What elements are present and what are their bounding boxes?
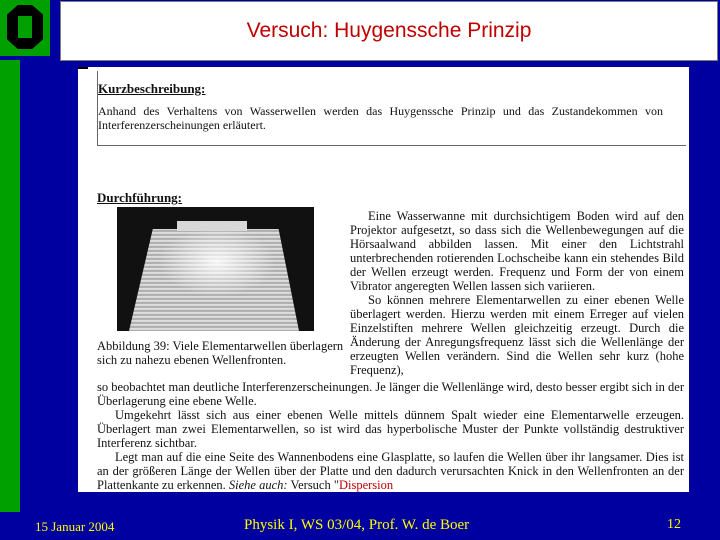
procedure-column [350,209,684,377]
summary-heading: Kurzbeschreibung: [98,81,206,96]
procedure-heading: Durchführung: [97,190,183,205]
glass-plate-text: Legt man auf die eine Seite des Wannenbodens eine Glasplatte, so laufen die Wellen über ihr langsamer. Dies ist an der größeren Länge der Wellen über der Platte und den dadurch verursachten Knick in den Wellenfronten an der Plattenkante zu erkennen. [97,450,684,492]
page-number: 12 [667,517,681,532]
procedure-paragraph: Umgekehrt lässt sich aus einer ebenen Welle mittels dünnem Spalt wieder eine Elementarwelle erzeugen. Überlagert man zwei Elementarwellen, so ist wird das hyperbolische Muster der Punkte vollständig destruktiver Interferenz sichtbar. [97,408,684,450]
procedure-paragraph [97,450,684,492]
figure-caption: Abbildung 39: Viele Elementarwellen überlagern sich zu nahezu ebenen Wellenfronten. [97,339,344,367]
title-box [60,1,718,61]
see-also-versuch: Versuch " [290,478,339,492]
slide-title: Versuch: Huygenssche Prinzip [246,19,532,42]
scanned-document [78,67,689,492]
footer-date: 15 Januar 2004 [35,519,115,534]
footer-course: Physik I, WS 03/04, Prof. W. de Boer [244,517,470,533]
procedure-paragraph: So können mehrere Elementarwellen zu einer ebenen Welle überlagert werden. Hierzu werden mit einem Erreger auf vielen Einzelstiften mehrere Wellen gleichzeitig erzeugt. Durch die Änderung der Anregungsfrequenz lässt sich die Wellenlänge der erzeugten Wellen verändern. Sind die Wellen sehr kurz (hohe Frequenz), [350,293,684,377]
university-logo [0,0,50,56]
procedure-continuation [97,380,684,492]
wave-tank-photo [117,207,314,331]
left-accent-bar [0,60,20,512]
procedure-paragraph: Eine Wasserwanne mit durchsichtigem Boden wird auf den Projektor aufgesetzt, so dass sich die Wellenbewegungen auf die Hörsaalwand abbilden lassen. Mit einer den Lichtstrahl unterbrechenden rotierenden Lochscheibe kann ein stehendes Bild der Wellen erzeugt werden. Frequenz und Form der von einem Vibrator angeregten Wellen lassen sich variieren. [350,209,684,293]
dispersion-link[interactable]: Dispersion [338,478,394,492]
see-also-label: Siehe auch: [228,478,288,492]
summary-text: Anhand des Verhaltens von Wasserwellen werden das Huygenssche Prinzip und das Zustandekommen von Interferenzerscheinungen erläutert. [98,104,663,132]
procedure-paragraph: so beobachtet man deutliche Interferenzerscheinungen. Je länger die Wellenlänge wird, desto besser ergibt sich in der Überlagerung eine ebene Welle. [97,380,684,408]
